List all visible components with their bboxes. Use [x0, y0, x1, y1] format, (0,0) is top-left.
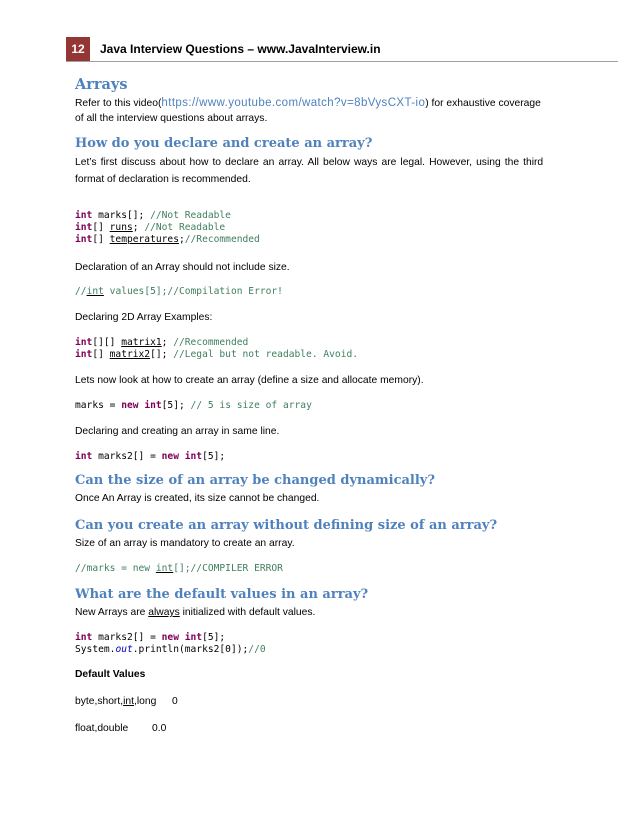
- q4-text: New Arrays are always initialized with default values.: [75, 607, 316, 618]
- header-divider: [66, 61, 618, 62]
- q2-text: Once An Array is created, its size cannot be changed.: [75, 493, 320, 504]
- q4-heading: What are the default values in an array?: [75, 587, 369, 602]
- declaration-note: Declaration of an Array should not include size.: [75, 262, 290, 273]
- q3-heading: Can you create an array without defining size of an array?: [75, 518, 498, 533]
- code-line: int marks[]; //Not Readable: [75, 210, 231, 221]
- code-compiler-error: //marks = new int[];//COMPILER ERROR: [75, 563, 283, 574]
- default-value-floats: 0.0: [152, 723, 167, 734]
- intro-paragraph: [75, 96, 541, 111]
- code-create-array: marks = new int[5]; // 5 is size of array: [75, 400, 312, 411]
- q3-text: Size of an array is mandatory to create an array.: [75, 538, 295, 549]
- q1-text-line1: Let’s first discuss about how to declare an array. All below ways are legal. However, using the third: [75, 157, 544, 168]
- code-line: int marks2[] = new int[5];: [75, 632, 226, 643]
- create-label: Lets now look at how to create an array (define a size and allocate memory).: [75, 375, 424, 386]
- code-same-line: int marks2[] = new int[5];: [75, 451, 226, 462]
- page-number-badge: 12: [66, 37, 90, 61]
- page-header: [66, 37, 618, 62]
- intro-line-2: of all the interview questions about arrays.: [75, 113, 268, 124]
- code-line: int[] runs; //Not Readable: [75, 222, 226, 233]
- video-link[interactable]: https://www.youtube.com/watch?v=8bVysCXT-io: [161, 97, 426, 109]
- q2-heading: Can the size of an array be changed dynamically?: [75, 473, 435, 488]
- default-values-label: Default Values: [75, 669, 146, 680]
- intro-prefix: Refer to this video(: [75, 98, 162, 109]
- default-value-integers: 0: [172, 696, 178, 707]
- code-line: System.out.println(marks2[0]);//0: [75, 644, 266, 655]
- q1-heading: How do you declare and create an array?: [75, 136, 373, 151]
- twod-label: Declaring 2D Array Examples:: [75, 312, 213, 323]
- default-row-integers: byte,short,int,long: [75, 696, 157, 707]
- same-line-label: Declaring and creating an array in same line.: [75, 426, 280, 437]
- code-2d-array: [75, 337, 358, 361]
- code-line: int[] matrix2[]; //Legal but not readable. Avoid.: [75, 349, 359, 360]
- header-title: Java Interview Questions – www.JavaInterview.in: [100, 42, 381, 56]
- q1-text-line2: format of declaration is recommended.: [75, 174, 251, 185]
- code-default-values: [75, 632, 266, 656]
- code-line: int[] temperatures;//Recommended: [75, 234, 260, 245]
- code-compile-error: //int values[5];//Compilation Error!: [75, 286, 283, 297]
- intro-suffix: ) for exhaustive coverage: [425, 98, 541, 109]
- code-declare: [75, 210, 260, 246]
- default-row-floats: float,double: [75, 723, 129, 734]
- code-line: int[][] matrix1; //Recommended: [75, 337, 249, 348]
- section-title: Arrays: [75, 76, 128, 93]
